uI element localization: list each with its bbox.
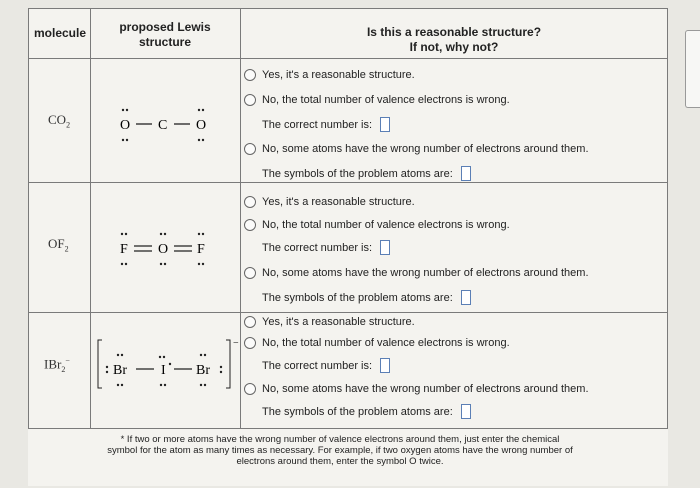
radio-button[interactable] [244, 143, 256, 155]
correct-number-label: The correct number is: [262, 359, 373, 372]
symbols-label: The symbols of the problem atoms are: [262, 167, 453, 180]
ibr2-correct-number-line [262, 358, 390, 373]
footnote-line1: * If two or more atoms have the wrong number of valence electrons around them, just enter the chemical [120, 434, 560, 445]
option-ibr2-atoms-wrong[interactable] [244, 383, 589, 395]
option-label: No, the total number of valence electrons is wrong. [262, 219, 510, 231]
header-question-line2: If not, why not? [409, 40, 499, 54]
col-divider-1 [90, 8, 91, 428]
radio-button[interactable] [244, 94, 256, 106]
lewis-atom-f-right: F [197, 242, 205, 257]
header-lewis-line2: structure [138, 35, 191, 49]
correct-number-label: The correct number is: [262, 241, 373, 254]
co2-symbols-line [262, 166, 471, 181]
option-label: No, the total number of valence electrons is wrong. [262, 337, 510, 349]
option-label: No, some atoms have the wrong number of electrons around them. [262, 383, 589, 395]
lewis-structure-co2 [98, 98, 238, 148]
row-divider-3 [28, 428, 668, 429]
footnote-line3: electrons around them, enter the symbol O twice. [236, 456, 444, 467]
lewis-atom-f-left: F [120, 242, 128, 257]
of2-symbols-line [262, 290, 471, 305]
table-border-right [667, 8, 668, 428]
correct-number-label: The correct number is: [262, 118, 373, 131]
option-label: No, some atoms have the wrong number of electrons around them. [262, 267, 589, 279]
radio-button[interactable] [244, 69, 256, 81]
of2-correct-number-line [262, 240, 390, 255]
lewis-atom-o: O [158, 242, 169, 257]
row-divider-1 [28, 182, 668, 183]
option-of2-atoms-wrong[interactable] [244, 267, 589, 279]
option-label: Yes, it's a reasonable structure. [262, 69, 415, 81]
option-label: No, the total number of valence electrons is wrong. [262, 94, 510, 106]
option-co2-yes[interactable] [244, 69, 415, 81]
lewis-atom-c: C [158, 118, 168, 133]
co2-symbols-input[interactable] [461, 166, 471, 181]
of2-correct-number-input[interactable] [380, 240, 390, 255]
header-lewis-line1: proposed Lewis [119, 20, 211, 34]
table-border-top [28, 8, 668, 9]
radio-button[interactable] [244, 196, 256, 208]
header-question-line1: Is this a reasonable structure? [366, 25, 542, 39]
ibr2-correct-number-input[interactable] [380, 358, 390, 373]
header-molecule: molecule [33, 26, 87, 40]
ibr2-symbols-input[interactable] [461, 404, 471, 419]
option-label: Yes, it's a reasonable structure. [262, 316, 415, 328]
col-divider-2 [240, 8, 241, 428]
option-label: Yes, it's a reasonable structure. [262, 196, 415, 208]
footnote-line2: symbol for the atom as many times as necessary. For example, if two oxygen atoms have the wrong number of [107, 445, 573, 456]
option-co2-atoms-wrong[interactable] [244, 143, 589, 155]
molecule-of2: $OF_2$ [48, 236, 69, 254]
ibr2-symbols-line [262, 404, 471, 419]
lewis-atom-o-left: O [120, 118, 131, 133]
option-co2-valence-wrong[interactable] [244, 94, 510, 106]
option-of2-yes[interactable] [244, 196, 415, 208]
header-question [242, 25, 666, 55]
lewis-charge: − [233, 338, 239, 349]
option-ibr2-yes[interactable] [244, 316, 415, 328]
lewis-atom-br-left: Br [113, 363, 127, 378]
option-label: No, some atoms have the wrong number of electrons around them. [262, 143, 589, 155]
lewis-atom-br-right: Br [196, 363, 210, 378]
symbols-label: The symbols of the problem atoms are: [262, 405, 453, 418]
header-lewis [92, 20, 238, 50]
option-of2-valence-wrong[interactable] [244, 219, 510, 231]
co2-correct-number-input[interactable] [380, 117, 390, 132]
option-ibr2-valence-wrong[interactable] [244, 337, 510, 349]
row-divider-2 [28, 312, 668, 313]
table-border-left [28, 8, 29, 428]
co2-correct-number-line [262, 117, 390, 132]
symbols-label: The symbols of the problem atoms are: [262, 291, 453, 304]
radio-button[interactable] [244, 316, 256, 328]
radio-button[interactable] [244, 219, 256, 231]
radio-button[interactable] [244, 383, 256, 395]
radio-button[interactable] [244, 337, 256, 349]
lewis-structure-ibr2-minus [94, 334, 240, 394]
molecule-ibr2-minus: IBr$_2$− [44, 356, 70, 374]
lewis-atom-o-right: O [196, 118, 207, 133]
of2-symbols-input[interactable] [461, 290, 471, 305]
molecule-co2: $CO_2$ [48, 112, 71, 130]
header-divider [28, 58, 668, 59]
lewis-atom-i: I [161, 363, 166, 378]
footnote [50, 434, 630, 467]
lewis-structure-of2 [98, 222, 238, 272]
side-panel-tab[interactable] [685, 30, 700, 108]
lewis-structure-table [28, 8, 668, 486]
radio-button[interactable] [244, 267, 256, 279]
